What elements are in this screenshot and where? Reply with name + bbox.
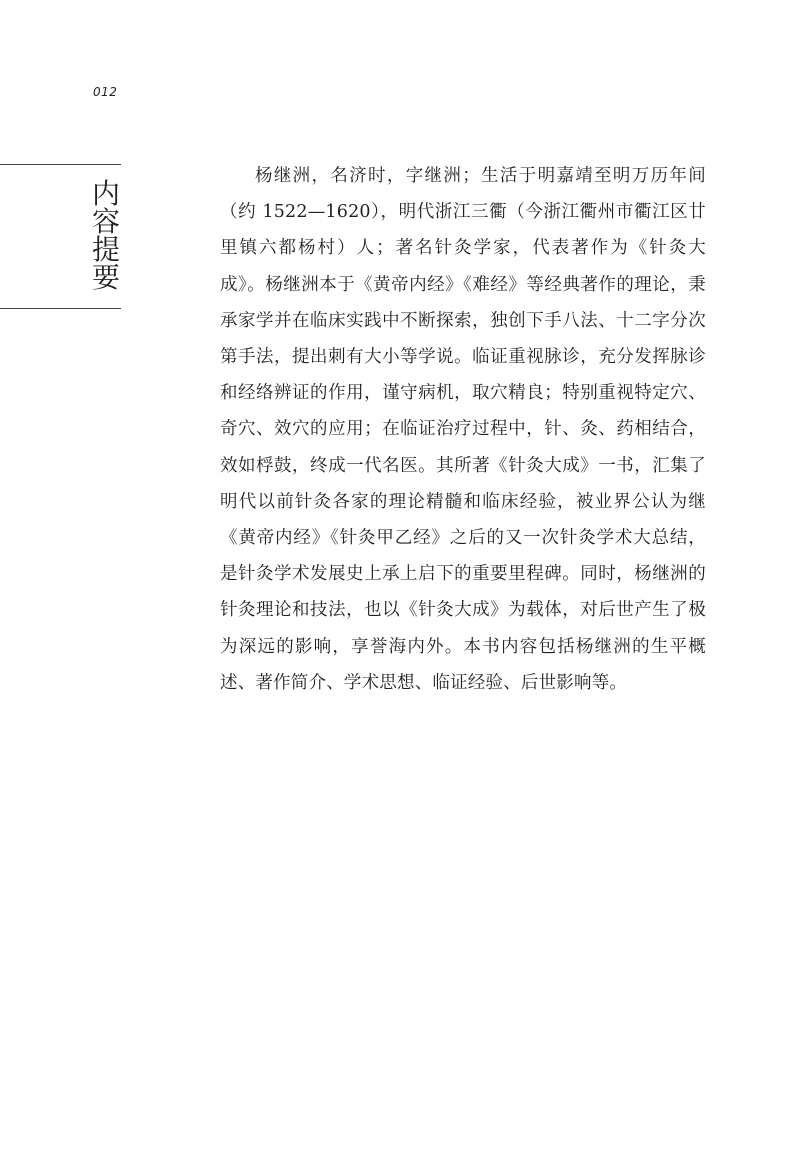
summary-paragraph: 杨继洲，名济时，字继洲；生活于明嘉靖至明万历年间（约 1522—1620），明代浙江三衢（今浙江衢州市衢江区廿里镇六都杨村）人；著名针灸学家，代表著作为《针灸大成》。杨继洲本于《黄帝内经》《难经》等经典著作的理论，秉承家学并在临床实践中不断探索，独创下手八法、十二字分次第手法，提出刺有大小等学说。临证重视脉诊，充分发挥脉诊和经络辨证的作用，谨守病机，取穴精良；特别重视特定穴、奇穴、效穴的应用；在临证治疗过程中，针、灸、药相结合，效如桴鼓，终成一代名医。其所著《针灸大成》一书，汇集了明代以前针灸各家的理论精髓和临床经验，被业界公认为继《黄帝内经》《针灸甲乙经》之后的又一次针灸学术大总结，是针灸学术发展史上承上启下的重要里程碑。同时，杨继洲的针灸理论和技法，也以《针灸大成》为载体，对后世产生了极为深远的影响，享誉海内外。本书内容包括杨继洲的生平概述、著作简介、学术思想、临证经验、后世影响等。: [220, 166, 706, 693]
section-title-char: 要: [91, 261, 120, 294]
section-rule-bottom: [0, 308, 121, 309]
section-title-char: 提: [91, 233, 120, 266]
section-title-char: 容: [91, 205, 120, 238]
section-rule-top: [0, 164, 121, 165]
section-title-char: 内: [91, 177, 120, 210]
section-title: [86, 177, 126, 294]
page-number: 012: [93, 85, 118, 99]
